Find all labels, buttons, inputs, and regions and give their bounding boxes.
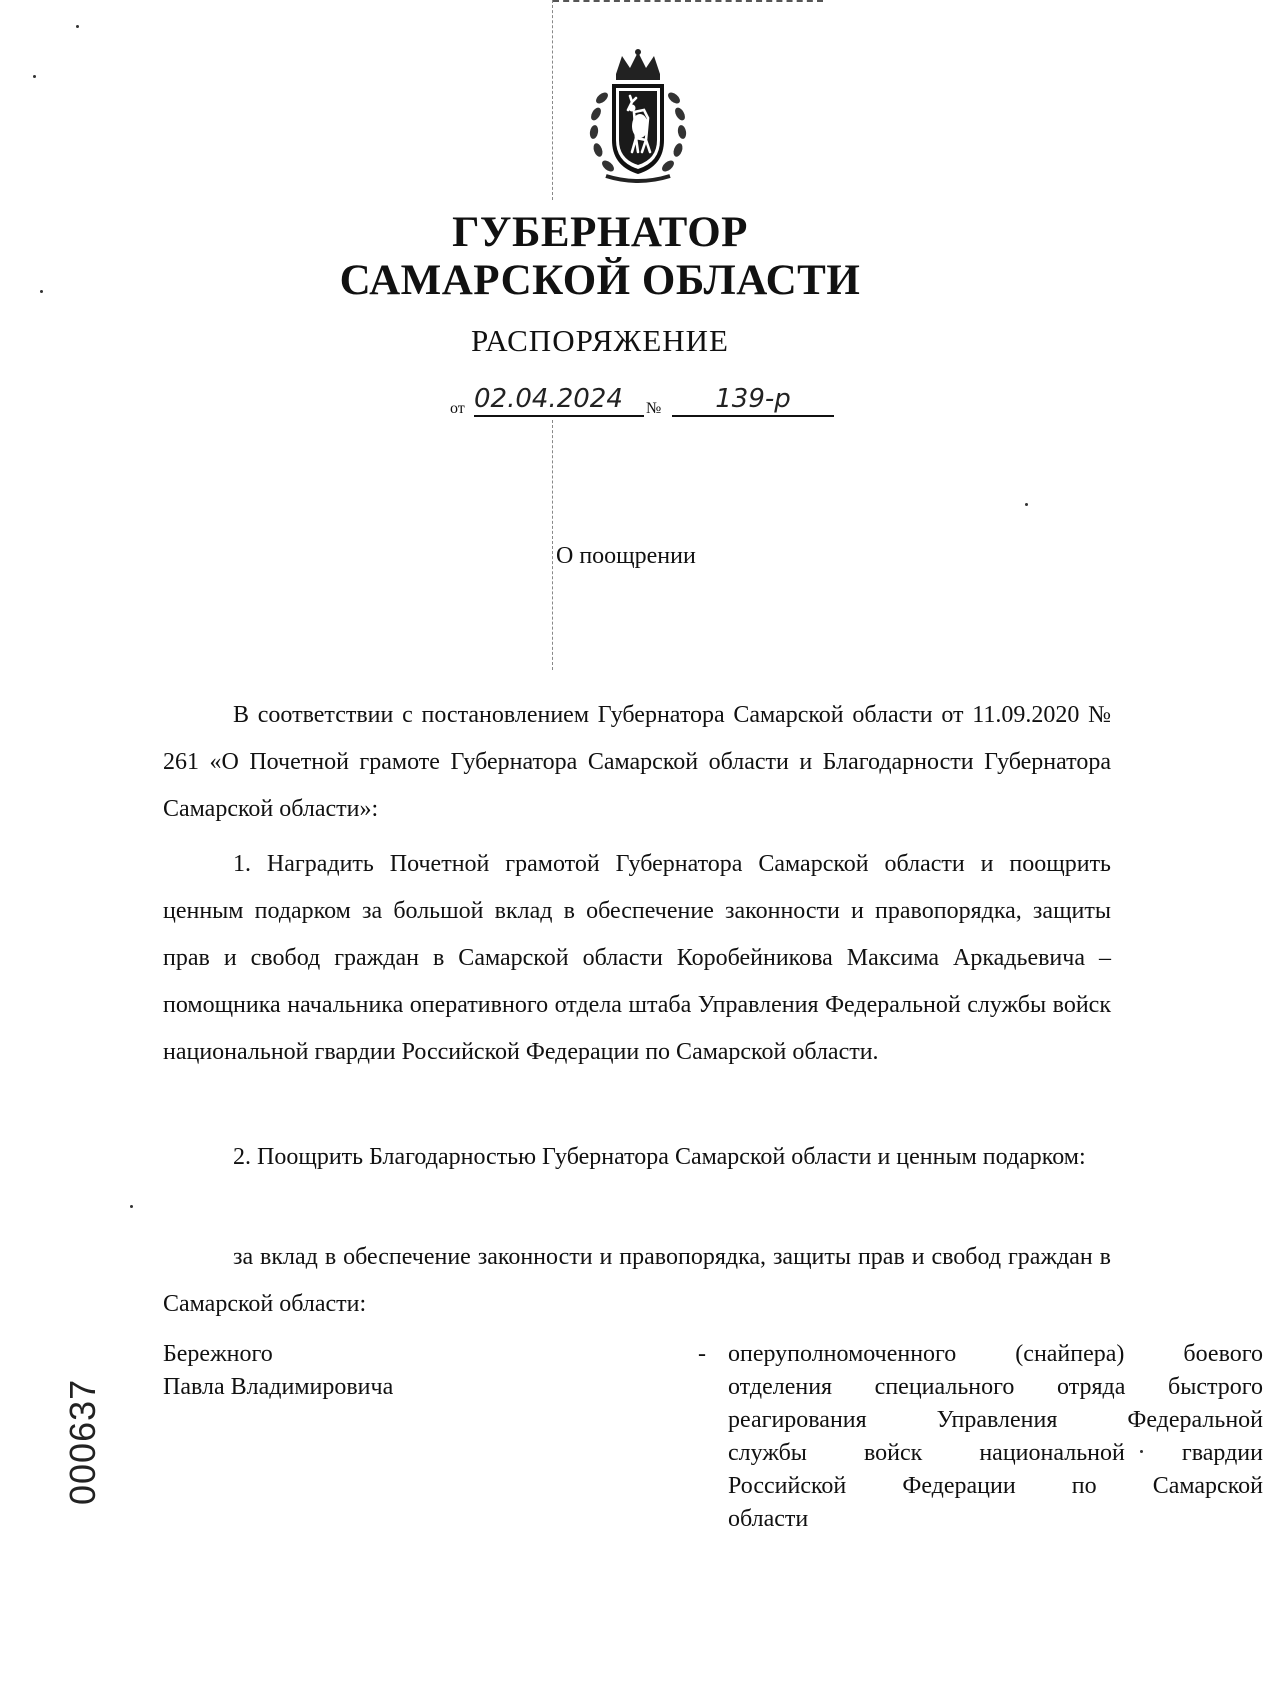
awardee-position-line: Российской Федерации по Самарской — [728, 1473, 1263, 1499]
document-title-line2: САМАРСКОЙ ОБЛАСТИ — [339, 257, 861, 304]
document-subject: О поощрении — [556, 543, 696, 569]
awardee-position-line: реагирования Управления Федеральной — [728, 1407, 1263, 1433]
fold-line — [552, 0, 553, 200]
handwritten-date: 02.04.2024 — [474, 384, 644, 417]
document-title-line1: ГУБЕРНАТОР — [452, 209, 748, 256]
date-prefix-label: от — [450, 400, 465, 417]
awardee-position-line: службы войск национальной гвардии — [728, 1440, 1263, 1466]
item-2-reason-paragraph — [163, 1234, 1111, 1328]
registration-line — [450, 384, 850, 424]
number-label: № — [646, 400, 662, 417]
scan-speck — [33, 75, 36, 78]
scan-speck — [76, 25, 79, 28]
item-1-text: 1. Наградить Почетной грамотой Губернатора Самарской области и поощрить ценным подарком за большой вклад в обеспечение законности и правопорядка, защиты прав и свобод граждан в Самарской области Коробейникова Максима Аркадьевича – помощника начальника оперативного отдела штаба Управления Федеральной службы войск национальной гвардии Российской Федерации по Самарской области. — [163, 851, 1111, 1065]
preamble-paragraph — [163, 692, 1111, 833]
item-2-text: 2. Поощрить Благодарностью Губернатора Самарской области и ценным подарком: — [233, 1144, 1086, 1170]
awardee-position-line: области — [728, 1506, 809, 1532]
preamble-text: В соответствии с постановлением Губернатора Самарской области от 11.09.2020 № 261 «О Почетной грамоте Губернатора Самарской области и Благодарности Губернатора Самарской области»: — [163, 702, 1111, 822]
fold-line — [552, 420, 553, 670]
samara-coat-of-arms-icon — [576, 48, 700, 186]
item-2-paragraph — [163, 1134, 1111, 1181]
awardee-position — [728, 1338, 1263, 1536]
item-1-paragraph — [163, 841, 1111, 1076]
scan-speck — [130, 1205, 133, 1208]
registration-stamp-number: 000637 — [62, 1378, 103, 1505]
awardee-position-line: отделения специального отряда быстрого — [728, 1374, 1263, 1400]
handwritten-number: 139-р — [672, 384, 834, 417]
awardee-position-line: оперуполномоченного (снайпера) боевого — [728, 1341, 1263, 1367]
awardee-surname: Бережного — [163, 1341, 273, 1367]
awardee-dash: - — [698, 1341, 706, 1367]
scan-dashed-edge — [553, 0, 823, 2]
awardee-given-names: Павла Владимировича — [163, 1374, 394, 1400]
document-type: РАСПОРЯЖЕНИЕ — [471, 323, 729, 358]
awardee-name — [163, 1338, 523, 1404]
item-2-reason-text: за вклад в обеспечение законности и правопорядка, защиты прав и свобод граждан в Самарской области: — [163, 1244, 1111, 1317]
scan-speck — [1025, 503, 1028, 506]
